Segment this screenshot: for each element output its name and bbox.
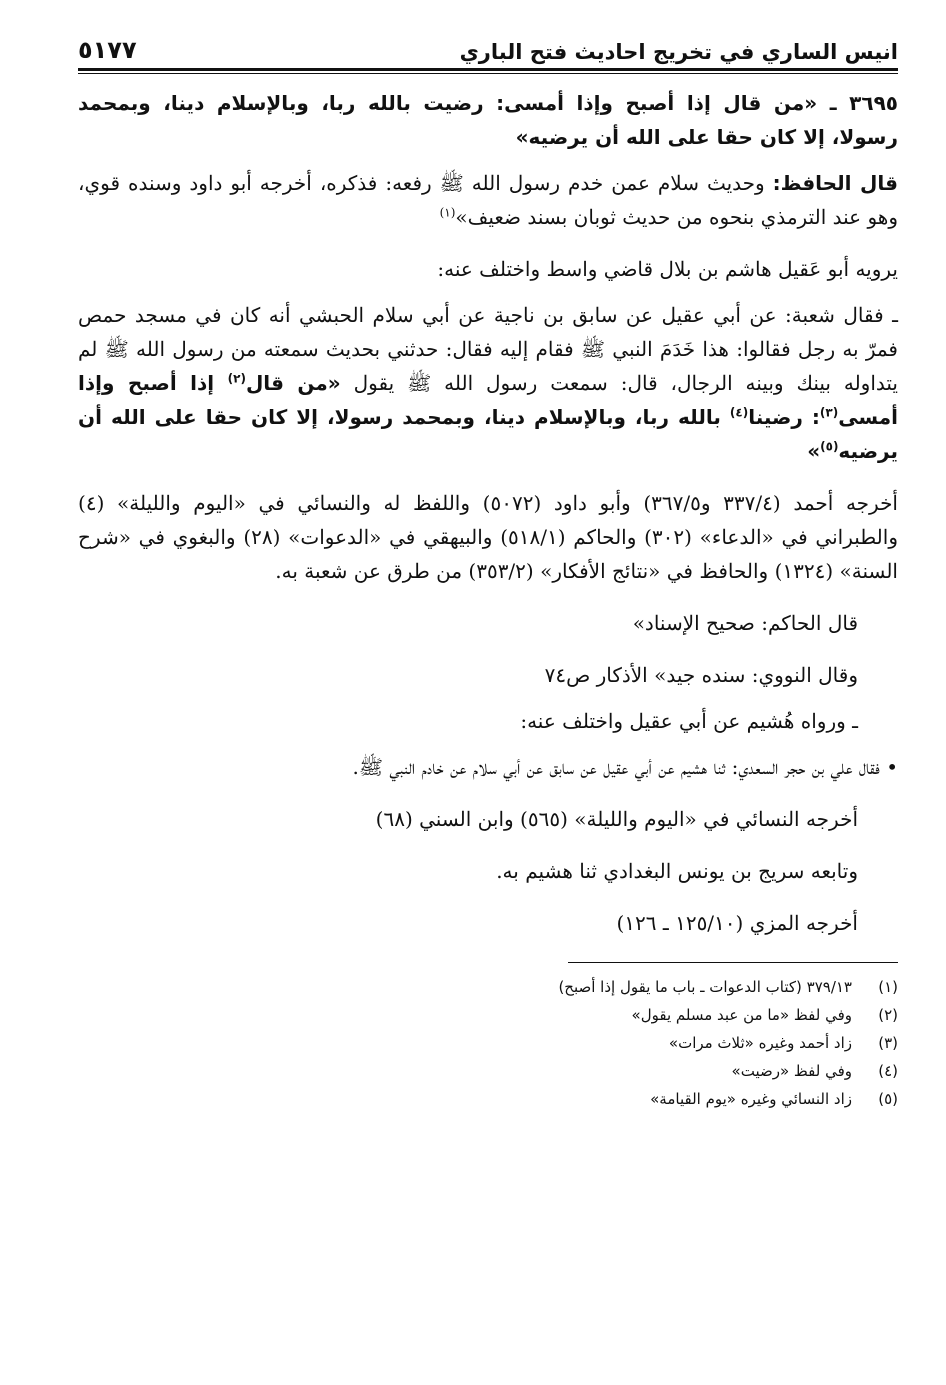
footnote-text: وفي لفظ «رضيت»: [731, 1062, 852, 1080]
ali-paragraph: • فقال علي بن حجر السعدي: ثنا هشيم عن أبي عقيل عن سابق عن أبي سلام عن خادم النبي ﷺ.: [352, 755, 898, 779]
shuba-paragraph: [78, 298, 898, 468]
hafiz-label: قال الحافظ:: [772, 171, 898, 195]
footnote-text: ٣٧٩/١٣ (كتاب الدعوات ـ باب ما يقول إذا أصبح): [558, 978, 852, 996]
footnote-number: (٤): [878, 1062, 898, 1080]
footnote-ref-5: (٥): [820, 439, 839, 454]
book-page: [78, 28, 898, 1113]
footnote-item: [78, 1057, 898, 1085]
footnote-item: [78, 1085, 898, 1113]
shuba-intro: ـ فقال شعبة: عن أبي عقيل عن سابق بن ناجية عن أبي سلام الحبشي أنه كان في مسجد حمص فمرّ به رجل فقالوا: هذا خَدَمَ النبي ﷺ فقام إليه فقال: حدثني بحديث سمعته من رسول الله ﷺ لم يتداوله بينك وبينه الرجال، قال: سمعت رسول الله ﷺ يقول: [78, 303, 898, 395]
footnote-number: (٥): [878, 1090, 898, 1108]
hafiz-paragraph: [78, 166, 898, 234]
takhrij-paragraph: أخرجه أحمد (٣٣٧/٤ و٣٦٧/٥) وأبو داود (٥٠٧٢) واللفظ له والنسائي في «اليوم والليلة» (٤) والطبراني في «الدعاء» (٣٠٢) والحاكم (٥١٨/١) والبيهقي في «الدعوات» (٢٨) والبغوي في «شرح السنة» (١٣٢٤) والحافظ في «نتائج الأفكار» (٣٥٣/٢) من طرق عن شعبة به.: [78, 491, 898, 583]
nawawi-paragraph: وقال النووي: سنده جيد» الأذكار ص٧٤: [544, 663, 858, 687]
footnote-ref-3: (٣): [819, 405, 839, 420]
header-rule: [78, 73, 898, 74]
hushaym-paragraph: ـ ورواه هُشيم عن أبي عقيل واختلف عنه:: [520, 709, 858, 733]
footnotes: [78, 973, 898, 1113]
book-title: انيس الساري في تخريج احاديث فتح الباري: [459, 40, 898, 64]
suraij-paragraph: وتابعه سريج بن يونس البغدادي ثنا هشيم به.: [496, 859, 858, 883]
hafiz-text: وحديث سلام عمن خدم رسول الله ﷺ رفعه: فذكره، أخرجه أبو داود وسنده قوي، وهو عند الترمذي بنحوه من حديث ثوبان بسند ضعيف»: [78, 171, 898, 229]
running-header: [78, 28, 898, 71]
footnote-number: (٢): [878, 1006, 898, 1024]
footnote-ref-2: (٢): [227, 371, 246, 386]
footnote-number: (٣): [878, 1034, 898, 1052]
hakim-paragraph: قال الحاكم: صحيح الإسناد»: [632, 611, 858, 635]
footnote-rule: [568, 962, 898, 963]
footnote-item: [78, 1001, 898, 1029]
footnote-text: زاد أحمد وغيره «ثلاث مرات»: [668, 1034, 852, 1052]
footnote-item: [78, 1029, 898, 1057]
mizzi-paragraph: أخرجه المزي (١٢٥/١٠ ـ ١٢٦): [616, 911, 858, 935]
hadith-text: ٣٦٩٥ ـ «من قال إذا أصبح وإذا أمسى: رضيت بالله ربا، وبالإسلام دينا، وبمحمد رسولا، إلا كان حقا على الله أن يرضيه»: [78, 91, 898, 149]
footnote-item: [78, 973, 898, 1001]
footnote-text: زاد النسائي وغيره «يوم القيامة»: [650, 1090, 852, 1108]
page-number: ٥١٧٧: [78, 36, 137, 64]
footnote-ref-1: (١): [439, 205, 456, 220]
footnote-ref-4: (٤): [729, 405, 749, 420]
narration-intro: يرويه أبو عَقيل هاشم بن بلال قاضي واسط واختلف عنه:: [437, 257, 898, 281]
footnote-number: (١): [878, 978, 898, 996]
footnote-text: وفي لفظ «ما من عبد مسلم يقول»: [631, 1006, 852, 1024]
shuba-quote: «من قال$^{(٢)}$ إذا أصبح وإذا أمسى$^{(٣)}$: رضينا$^{(٤)}$ بالله ربا، وبالإسلام دينا، وبمحمد رسولا، إلا كان حقا على الله أن يرضيه$^{(٥)}$»: [78, 371, 899, 463]
nasai-paragraph: أخرجه النسائي في «اليوم والليلة» (٥٦٥) وابن السني (٦٨): [375, 807, 858, 831]
